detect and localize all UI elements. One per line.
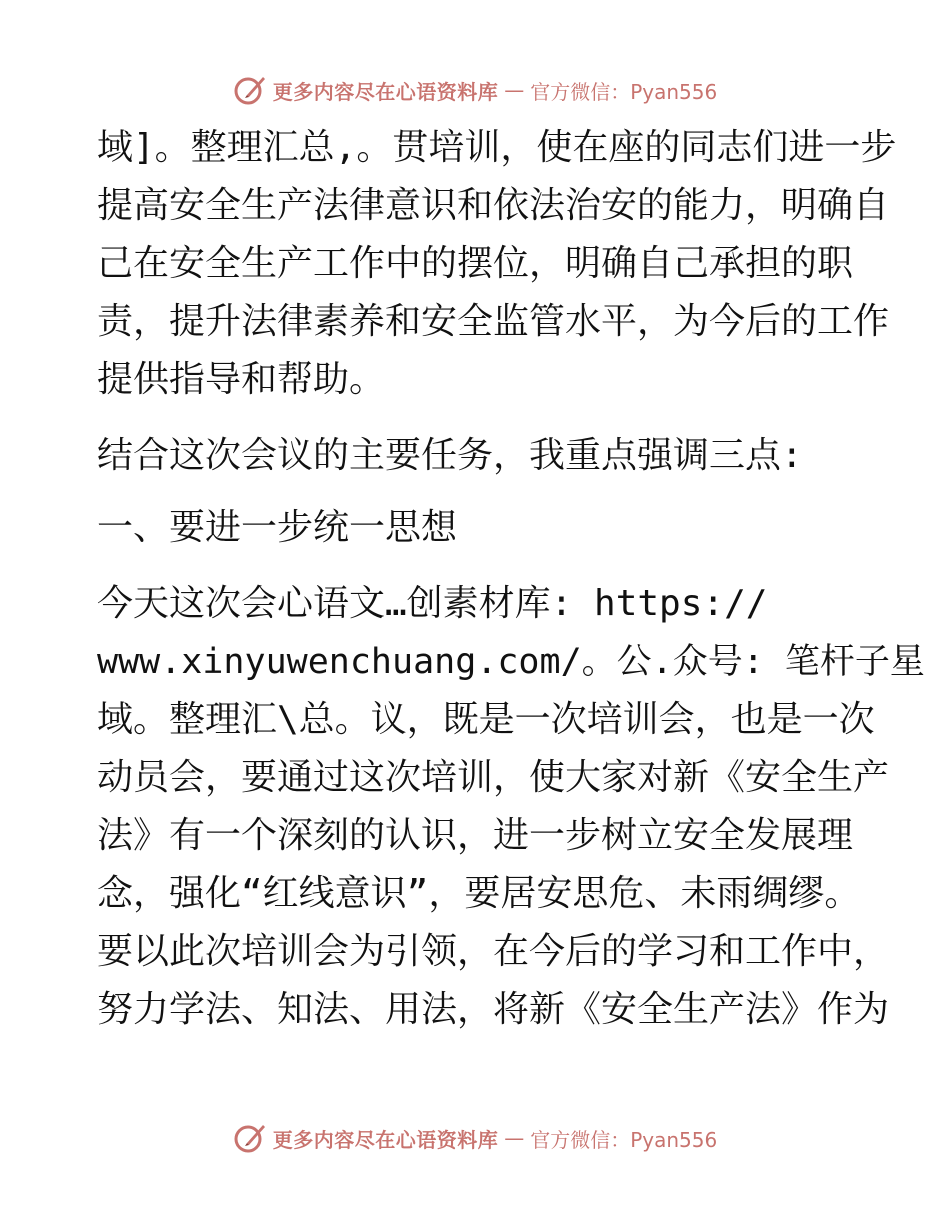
body-line: 动员会，要通过这次培训，使大家对新《安全生产: [97, 757, 890, 798]
banner-title: 更多内容尽在心语资料库: [272, 79, 499, 104]
body-line: 法》有一个深刻的认识，进一步树立安全发展理: [97, 815, 854, 856]
body-line: 域。整理汇\总。议，既是一次培训会，也是一次: [97, 699, 875, 740]
banner-separator: —: [504, 1126, 525, 1150]
quill-pen-circle-icon: [233, 1121, 267, 1155]
banner-wechat: 官方微信：Pyan556: [530, 79, 718, 104]
body-line: 域]。整理汇总,。贯培训，使在座的同志们进一步: [97, 127, 897, 168]
body-line: 今天这次会心语文…创素材库: https://: [97, 583, 768, 624]
body-line: 要以此次培训会为引领，在今后的学习和工作中，: [97, 931, 890, 972]
body-line: 提供指导和帮助。: [97, 359, 386, 400]
body-line: 提高安全生产法律意识和依法治安的能力，明确自: [97, 185, 890, 226]
header-banner: [0, 70, 950, 110]
body-line: 念，强化“红线意识”，要居安思危、未雨绸缪。: [97, 873, 861, 914]
body-line: 责，提升法律素养和安全监管水平，为今后的工作: [97, 301, 890, 342]
banner-wechat: 官方微信：Pyan556: [530, 1127, 718, 1152]
section-heading: 一、要进一步统一思想: [97, 507, 458, 548]
body-line: 结合这次会议的主要任务，我重点强调三点:: [97, 435, 803, 476]
banner-separator: —: [504, 78, 525, 102]
quill-pen-circle-icon: [233, 73, 267, 107]
banner-title: 更多内容尽在心语资料库: [272, 1127, 499, 1152]
body-line: 己在安全生产工作中的摆位，明确自己承担的职: [97, 243, 854, 284]
body-line: www.xinyuwenchuang.com/。公.众号: 笔杆子星: [97, 642, 925, 682]
footer-banner: [0, 1118, 950, 1158]
body-line: 努力学法、知法、用法，将新《安全生产法》作为: [97, 989, 890, 1030]
